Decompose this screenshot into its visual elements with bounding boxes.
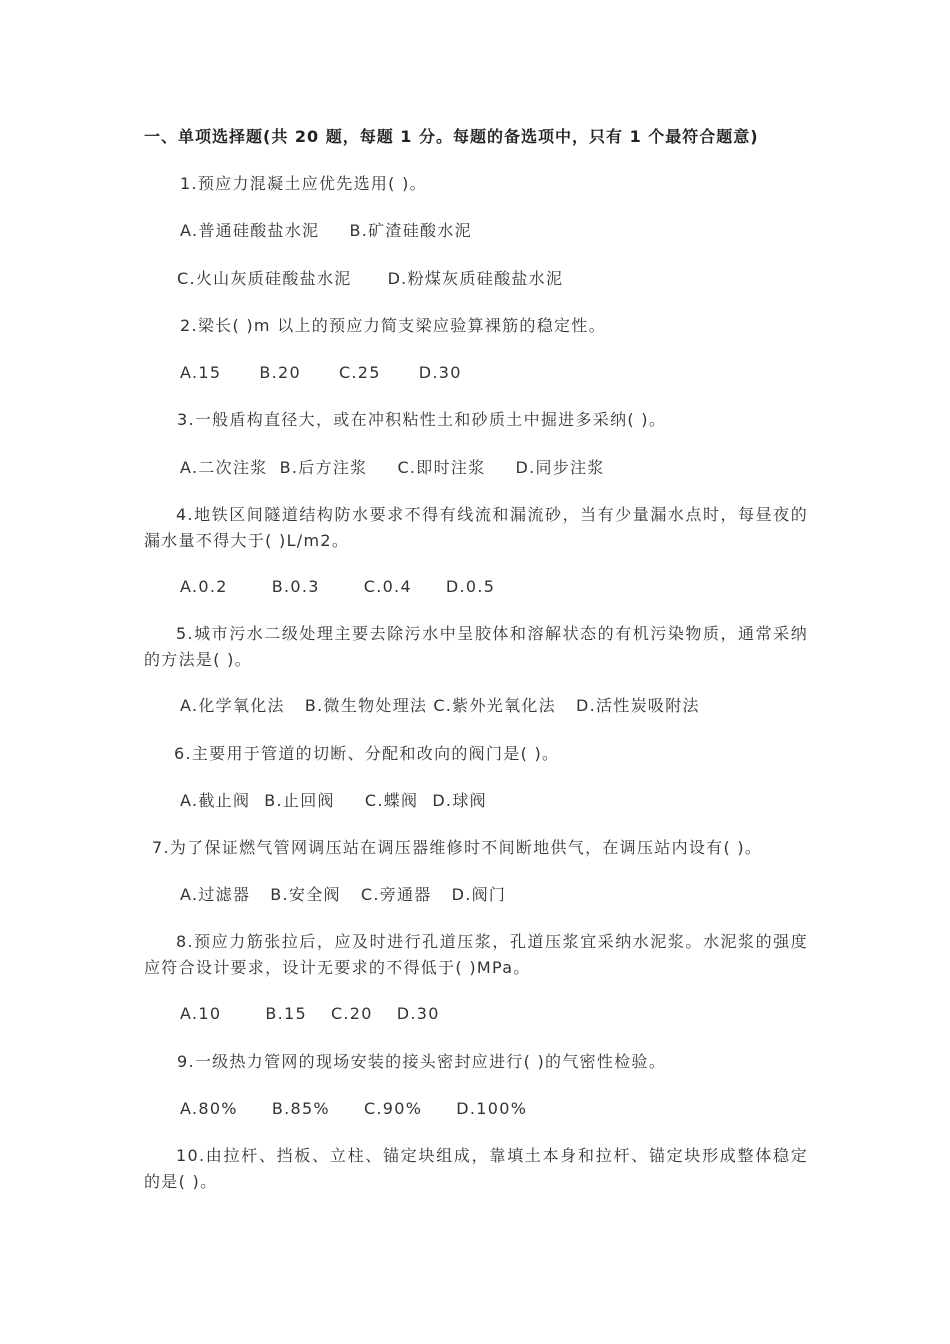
question-2-stem: 2.梁长( )m 以上的预应力简支梁应验算裸筋的稳定性。 [180, 316, 606, 335]
option-b: B.20 [259, 363, 301, 382]
question-1-options-line-2 [177, 268, 563, 290]
option-d: D.30 [418, 363, 462, 382]
option-b: B.止回阀 [264, 791, 335, 810]
option-c: C.火山灰质硅酸盐水泥 [177, 269, 352, 288]
option-b: B.矿渣硅酸水泥 [349, 221, 472, 240]
question-8-stem: 8.预应力筋张拉后，应及时进行孔道压浆，孔道压浆宜采纳水泥浆。水泥浆的强度应符合设计要求，设计无要求的不得低于( )MPa。 [144, 932, 808, 977]
option-b: B.0.3 [271, 577, 320, 596]
option-a: A.普通硅酸盐水泥 [180, 221, 320, 240]
question-3-options [180, 457, 605, 479]
option-c: C.25 [338, 363, 381, 382]
question-1-stem: 1.预应力混凝土应优先选用( )。 [180, 174, 427, 193]
question-1-options-line-1 [180, 220, 472, 242]
option-c: C.90% [363, 1099, 423, 1118]
option-b: B.后方注浆 [279, 458, 368, 477]
question-3-stem: 3.一般盾构直径大，或在冲积粘性土和砂质土中掘进多采纳( )。 [177, 410, 667, 429]
option-a: A.二次注浆 [180, 458, 268, 477]
question-5-stem: 5.城市污水二级处理主要去除污水中呈胶体和溶解状态的有机污染物质，通常采纳的方法是( )。 [144, 624, 808, 669]
option-a: A.0.2 [180, 577, 228, 596]
option-a: A.截止阀 [180, 791, 251, 810]
option-c: C.紫外光氧化法 [433, 696, 556, 715]
question-9-stem: 9.一级热力管网的现场安装的接头密封应进行( )的气密性检验。 [177, 1052, 667, 1071]
option-c: C.即时注浆 [397, 458, 486, 477]
section-title: 一、单项选择题(共 20 题，每题 1 分。每题的备选项中，只有 1 个最符合题意) [144, 127, 759, 146]
option-a: A.80% [180, 1099, 238, 1118]
option-c: C.0.4 [363, 577, 412, 596]
question-9-options [180, 1098, 527, 1120]
option-d: D.0.5 [445, 577, 496, 596]
question-4-options [180, 576, 495, 598]
question-10-stem: 10.由拉杆、挡板、立柱、锚定块组成，靠填土本身和拉杆、锚定块形成整体稳定的是( )。 [144, 1146, 808, 1191]
option-c: C.20 [330, 1004, 373, 1023]
option-d: D.粉煤灰质硅酸盐水泥 [387, 269, 564, 288]
option-a: A.10 [180, 1004, 222, 1023]
option-a: A.化学氧化法 [180, 696, 285, 715]
option-c: C.旁通器 [360, 885, 432, 904]
question-6-options [180, 790, 487, 812]
question-2-options [180, 362, 462, 384]
option-d: D.100% [456, 1099, 528, 1118]
option-a: A.过滤器 [180, 885, 251, 904]
option-d: D.活性炭吸附法 [576, 696, 700, 715]
option-b: B.安全阀 [270, 885, 341, 904]
option-d: D.阀门 [451, 885, 507, 904]
question-7-options [180, 884, 506, 906]
option-d: D.球阀 [432, 791, 487, 810]
option-d: D.同步注浆 [515, 458, 605, 477]
option-b: B.微生物处理法 [304, 696, 428, 715]
question-6-stem: 6.主要用于管道的切断、分配和改向的阀门是( )。 [174, 744, 560, 763]
option-b: B.85% [271, 1099, 330, 1118]
option-c: C.蝶阀 [364, 791, 419, 810]
option-d: D.30 [396, 1004, 440, 1023]
option-a: A.15 [180, 363, 222, 382]
question-8-options [180, 1003, 440, 1025]
question-4-stem: 4.地铁区间隧道结构防水要求不得有线流和漏流砂，当有少量漏水点时，每昼夜的漏水量不得大于( )L/m2。 [144, 505, 808, 550]
question-5-options [180, 695, 700, 717]
question-7-stem: 7.为了保证燃气管网调压站在调压器维修时不间断地供气，在调压站内设有( )。 [152, 838, 763, 857]
option-b: B.15 [265, 1004, 307, 1023]
